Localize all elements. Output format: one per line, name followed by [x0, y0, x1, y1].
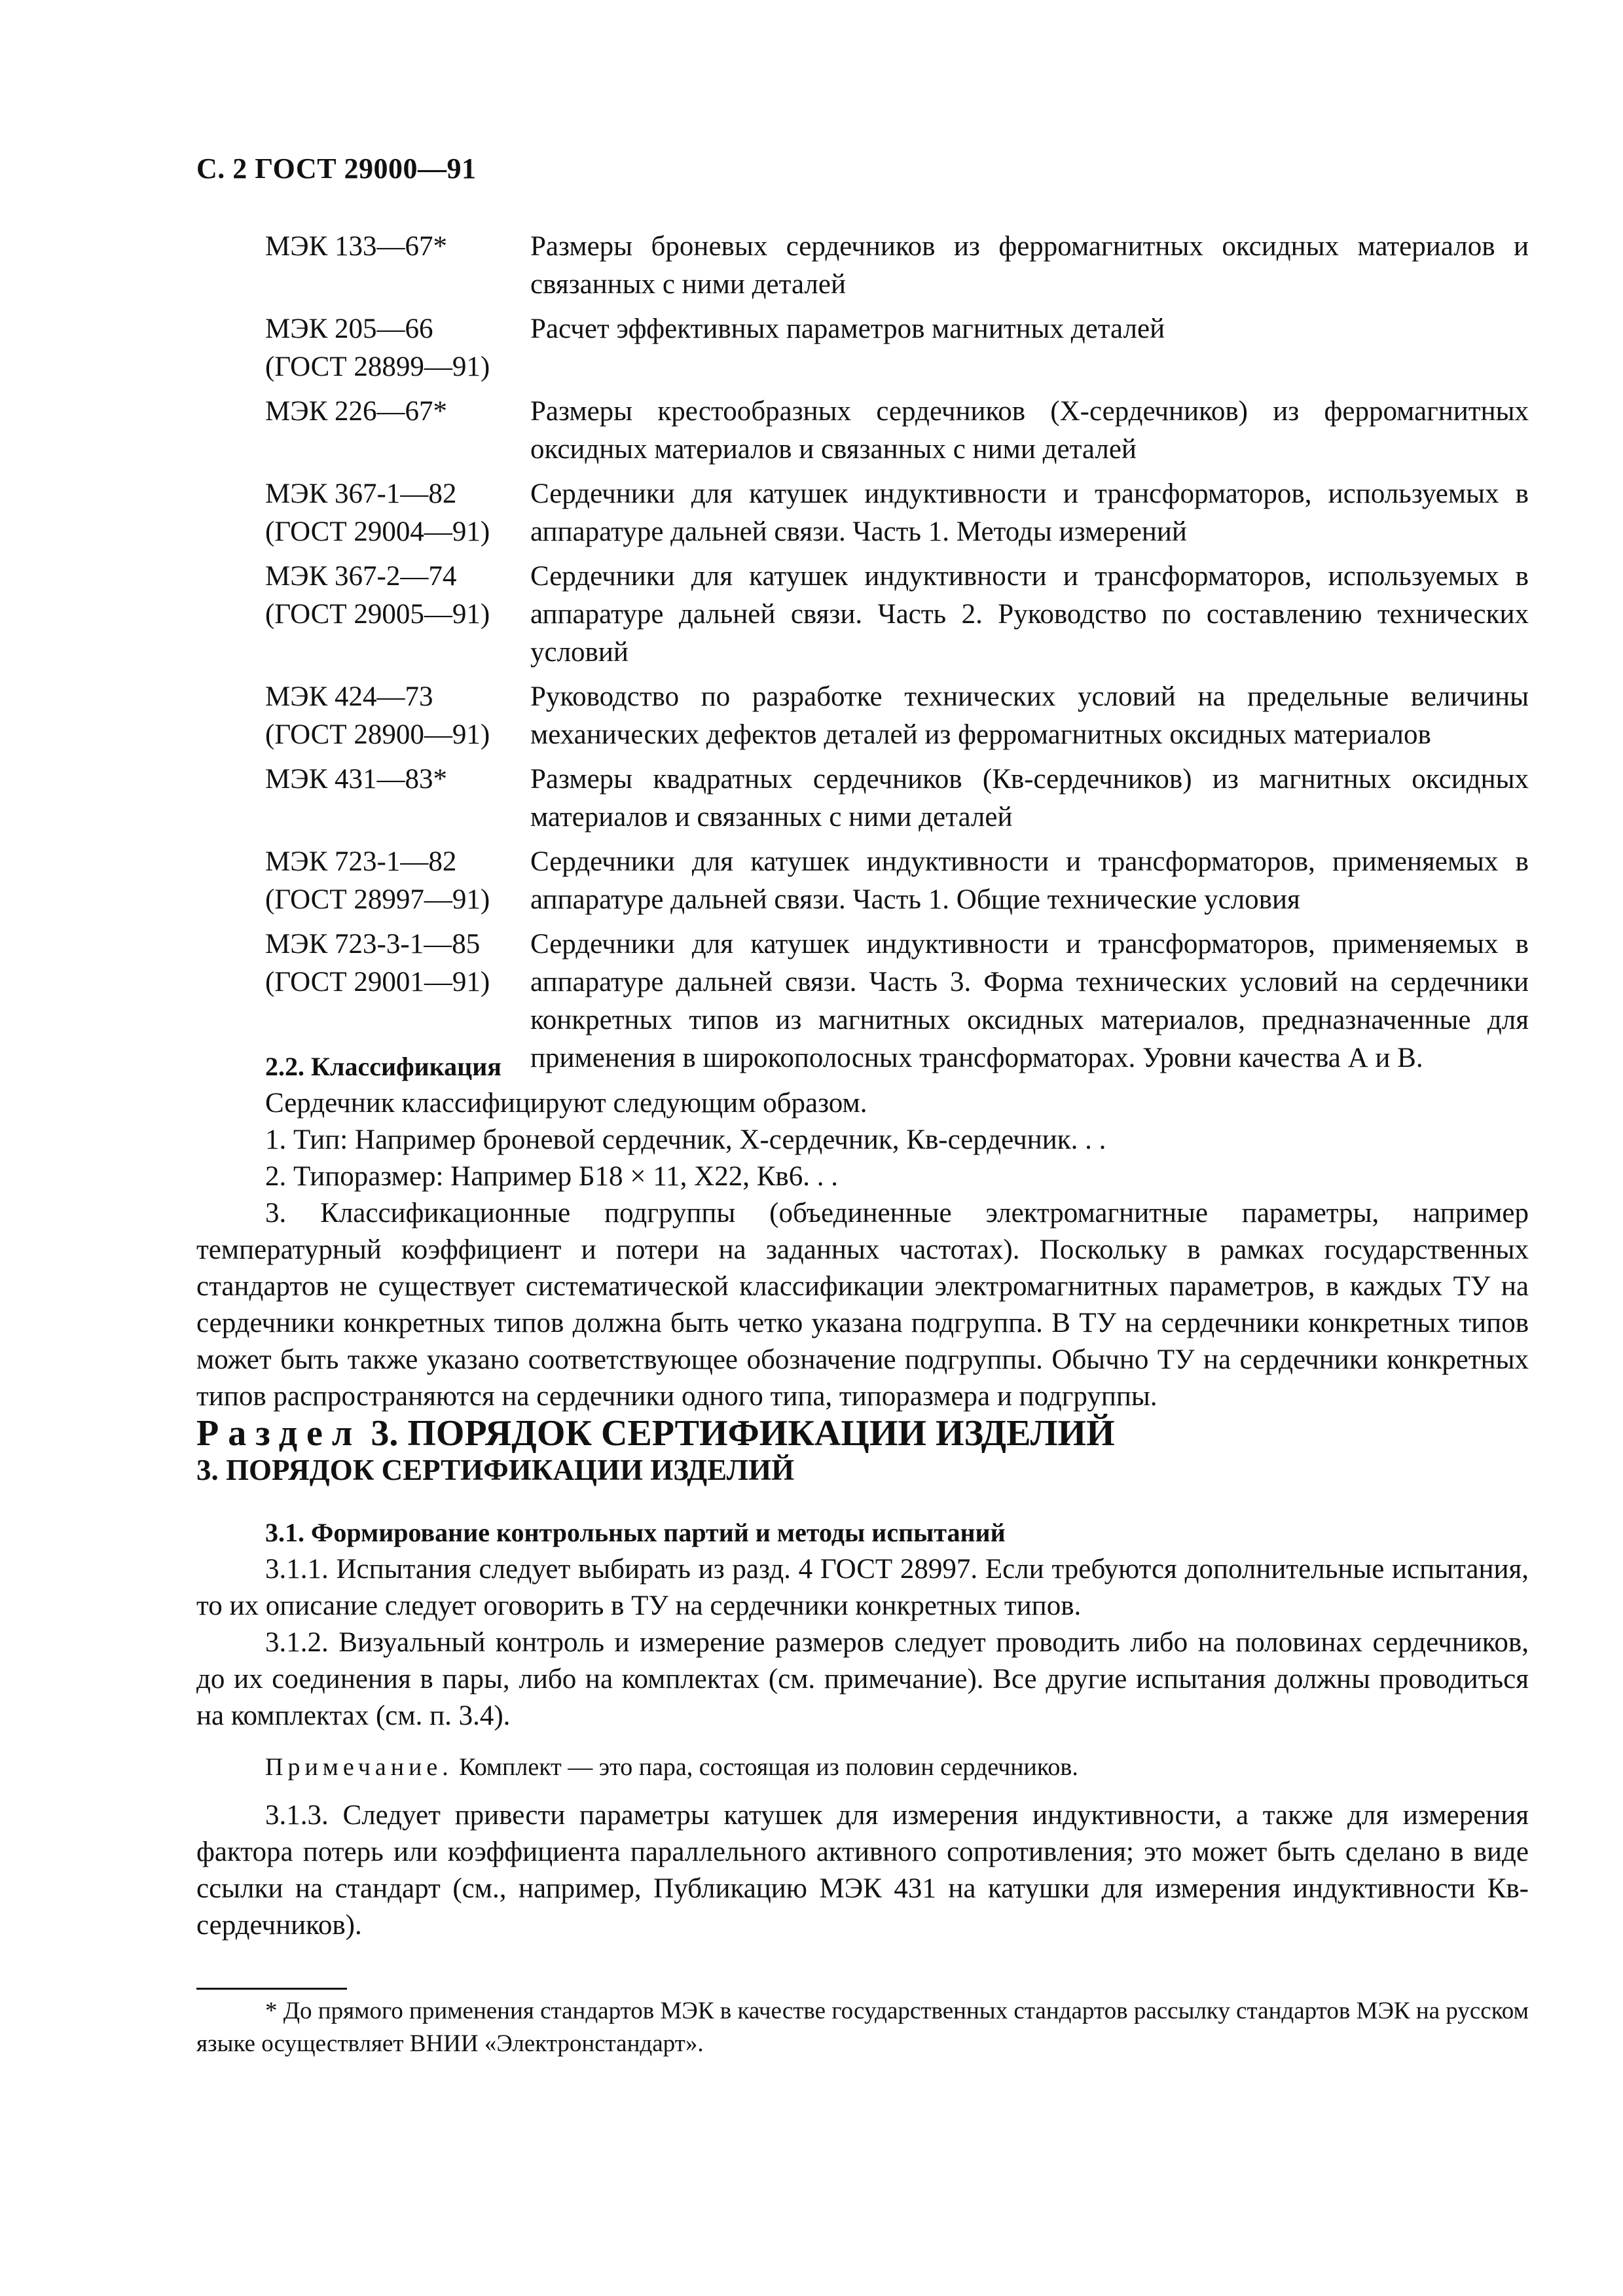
reference-row: [265, 393, 1529, 475]
note-label: Примечание.: [265, 1753, 453, 1781]
reference-code: МЭК 431—83*: [265, 764, 448, 795]
body-text: [196, 1049, 1529, 1944]
classification-item-subgroups: 3. Классификационные подгруппы (объединенные электромагнитные параметры, например температурный коэффициент и потери на заданных частотах). Поскольку в рамках государственных стандартов не существует систематической классификации электромагнитных параметров, в каждых ТУ на сердечники конкретных типов должна быть четко указана подгруппа. В ТУ на сердечники конкретных типов может быть также указано соответствующее обозначение подгруппы. Обычно ТУ на сердечники конкретных типов распространяются на сердечники одного типа, типоразмера и подгруппы.: [196, 1198, 1529, 1412]
note-text: Комплект — это пара, состоящая из половин сердечников.: [452, 1753, 1078, 1781]
reference-code: МЭК 367-2—74 (ГОСТ 29005—91): [265, 561, 490, 630]
reference-row: [265, 475, 1529, 558]
classification-item-size: 2. Типоразмер: Например Б18 × 11, Х22, Кв6. . .: [265, 1161, 838, 1192]
reference-code: МЭК 226—67*: [265, 396, 448, 427]
reference-code: МЭК 723-3-1—85 (ГОСТ 29001—91): [265, 929, 490, 997]
reference-code: МЭК 205—66 (ГОСТ 28899—91): [265, 314, 490, 382]
reference-row: [265, 558, 1529, 678]
section-title-text: 3. ПОРЯДОК СЕРТИФИКАЦИИ ИЗДЕЛИЙ: [371, 1413, 1115, 1454]
reference-code: МЭК 723-1—82 (ГОСТ 28997—91): [265, 846, 490, 915]
section-prefix: Раздел: [196, 1413, 362, 1454]
chapter-title: 3. ПОРЯДОК СЕРТИФИКАЦИИ ИЗДЕЛИЙ: [196, 1454, 795, 1486]
reference-title: Сердечники для катушек индуктивности и трансформаторов, используемых в аппаратуре дальней связи. Часть 2. Руководство по составлению технических условий: [530, 561, 1529, 668]
reference-table: [265, 228, 1529, 1084]
section-title: [196, 1415, 1529, 1452]
reference-title: Сердечники для катушек индуктивности и трансформаторов, применяемых в аппаратуре дальней связи. Часть 3. Форма технических условий на сердечники конкретных типов из магнитных оксидных материалов, предназначенные для применения в широкополосных трансформаторах. Уровни качества А и В.: [530, 929, 1529, 1073]
note: [196, 1749, 1529, 1785]
clause-3-1-heading: 3.1. Формирование контрольных партий и методы испытаний: [265, 1518, 1006, 1547]
classification-item-type: 1. Тип: Например броневой сердечник, Х-сердечник, Кв-сердечник. . .: [265, 1124, 1106, 1155]
clause-3-1-3: 3.1.3. Следует привести параметры катушек для измерения индуктивности, а также для измерения фактора потерь или коэффициента параллельного активного сопротивления; это может быть сделано в виде ссылки на стандарт (см., например, Публикацию МЭК 431 на катушки для измерения индуктивности Кв-сердечников).: [196, 1800, 1529, 1941]
page-header: С. 2 ГОСТ 29000—91: [196, 152, 477, 185]
classification-intro: Сердечник классифицируют следующим образом.: [265, 1088, 867, 1119]
reference-row: [265, 761, 1529, 843]
reference-title: Сердечники для катушек индуктивности и трансформаторов, используемых в аппаратуре дальней связи. Часть 1. Методы измерений: [530, 478, 1529, 547]
reference-row: [265, 843, 1529, 925]
classification-heading: 2.2. Классификация: [265, 1052, 501, 1081]
reference-title: Расчет эффективных параметров магнитных деталей: [530, 314, 1165, 344]
reference-title: Размеры крестообразных сердечников (Х-сердечников) из ферромагнитных оксидных материалов и связанных с ними деталей: [530, 396, 1529, 465]
reference-title: Размеры квадратных сердечников (Кв-сердечников) из магнитных оксидных материалов и связанных с ними деталей: [530, 764, 1529, 833]
footnote-divider: [196, 1988, 347, 1990]
reference-title: Сердечники для катушек индуктивности и трансформаторов, применяемых в аппаратуре дальней связи. Часть 1. Общие технические условия: [530, 846, 1529, 915]
clause-3-1-2: 3.1.2. Визуальный контроль и измерение размеров следует проводить либо на половинах сердечников, до их соединения в пары, либо на комплектах (см. примечание). Все другие испытания должны проводиться на комплектах (см. п. 3.4).: [196, 1627, 1529, 1731]
reference-code: МЭК 424—73 (ГОСТ 28900—91): [265, 681, 490, 750]
reference-title: Руководство по разработке технических условий на предельные величины механических дефектов деталей из ферромагнитных оксидных материалов: [530, 681, 1529, 750]
reference-code: МЭК 133—67*: [265, 231, 448, 262]
clause-3-1-1: 3.1.1. Испытания следует выбирать из разд. 4 ГОСТ 28997. Если требуются дополнительные испытания, то их описание следует оговорить в ТУ на сердечники конкретных типов.: [196, 1554, 1529, 1621]
reference-row: [265, 310, 1529, 393]
reference-code: МЭК 367-1—82 (ГОСТ 29004—91): [265, 478, 490, 547]
reference-row: [265, 228, 1529, 310]
reference-row: [265, 678, 1529, 761]
reference-title: Размеры броневых сердечников из ферромагнитных оксидных материалов и связанных с ними деталей: [530, 231, 1529, 300]
footnote: * До прямого применения стандартов МЭК в качестве государственных стандартов рассылку стандартов МЭК на русском языке осуществляет ВНИИ «Электронстандарт».: [196, 1998, 1529, 2057]
